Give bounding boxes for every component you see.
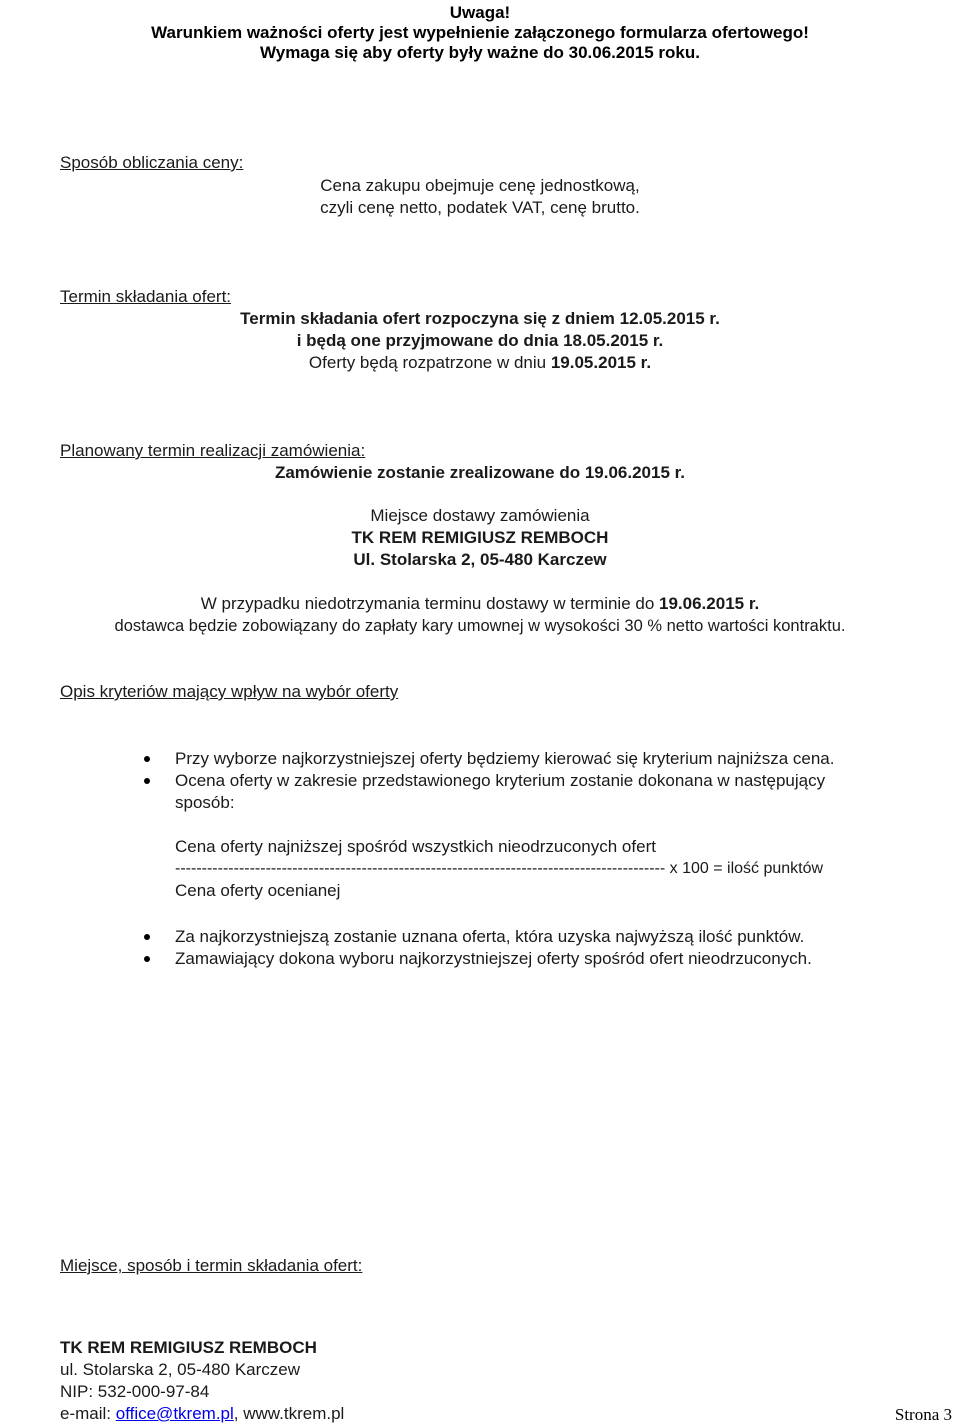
criteria-bullet-1: Przy wyborze najkorzystniejszej oferty będziemy kierować się kryterium najniższa cena. xyxy=(175,749,835,768)
penalty-line-1-text: W przypadku niedotrzymania terminu dostawy w terminie do xyxy=(200,594,660,613)
deadline-line-2: i będą one przyjmowane do dnia 18.05.2015 r. xyxy=(296,331,664,350)
footer-address: ul. Stolarska 2, 05-480 Karczew xyxy=(60,1360,301,1379)
deadline-line-3-date: 19.05.2015 r. xyxy=(550,353,652,372)
price-heading: Sposób obliczania ceny: xyxy=(60,153,244,172)
footer-website[interactable]: www.tkrem.pl xyxy=(243,1404,345,1423)
price-line-1: Cena zakupu obejmuje cenę jednostkową, xyxy=(320,176,640,195)
footer-company: TK REM REMIGIUSZ REMBOCH xyxy=(60,1338,317,1357)
realization-heading: Planowany termin realizacji zamówienia: xyxy=(60,441,366,460)
deadline-line-1: Termin składania ofert rozpoczyna się z dniem 12.05.2015 r. xyxy=(240,309,720,328)
formula-line: -------------------------------------------------------------------------------------------- x 100 = ilość punktów xyxy=(175,860,824,877)
formula-denominator: Cena oferty ocenianej xyxy=(175,881,341,900)
penalty-line-1 xyxy=(0,593,960,615)
criteria-bullet-2-line-2: sposób: xyxy=(175,793,235,812)
criteria-bullet-4: Zamawiający dokona wyboru najkorzystniejszej oferty spośród ofert nieodrzuconych. xyxy=(175,949,812,968)
price-line-2: czyli cenę netto, podatek VAT, cenę brutto. xyxy=(320,198,640,217)
bullet-dot xyxy=(144,934,150,940)
realization-line-1: Zamówienie zostanie zrealizowane do 19.06.2015 r. xyxy=(274,463,686,482)
formula-numerator: Cena oferty najniższej spośród wszystkich nieodrzuconych ofert xyxy=(175,837,656,856)
bullet-dot xyxy=(144,778,150,784)
warning-line-2: Wymaga się aby oferty były ważne do 30.06.2015 roku. xyxy=(260,43,700,62)
submission-heading: Miejsce, sposób i termin składania ofert: xyxy=(60,1256,363,1275)
bullet-dot xyxy=(144,956,150,962)
delivery-address: Ul. Stolarska 2, 05-480 Karczew xyxy=(353,550,607,569)
footer-email-link[interactable]: office@tkrem.pl xyxy=(115,1404,234,1423)
deadline-line-3 xyxy=(0,352,960,374)
deadline-heading: Termin składania ofert: xyxy=(60,287,232,306)
penalty-line-2: dostawca będzie zobowiązany do zapłaty kary umownej w wysokości 30 % netto wartości kontraktu. xyxy=(114,617,846,635)
criteria-heading: Opis kryteriów mający wpływ na wybór oferty xyxy=(60,682,399,701)
bullet-dot xyxy=(144,756,150,762)
warning-line-1: Warunkiem ważności oferty jest wypełnienie załączonego formularza ofertowego! xyxy=(151,23,809,42)
delivery-company: TK REM REMIGIUSZ REMBOCH xyxy=(351,528,609,547)
delivery-place-label: Miejsce dostawy zamówienia xyxy=(370,506,590,525)
footer-email-label: e-mail: xyxy=(60,1404,116,1423)
footer-nip: NIP: 532-000-97-84 xyxy=(60,1382,210,1401)
criteria-bullet-2-line-1: Ocena oferty w zakresie przedstawionego kryterium zostanie dokonana w następujący xyxy=(175,771,826,790)
footer-separator: , xyxy=(233,1404,244,1423)
footer-contact xyxy=(60,1403,344,1425)
penalty-line-1-date: 19.06.2015 r. xyxy=(659,594,760,613)
page-number: Strona 3 xyxy=(894,1405,952,1424)
criteria-bullet-3: Za najkorzystniejszą zostanie uznana oferta, która uzyska najwyższą ilość punktów. xyxy=(175,927,805,946)
deadline-line-3-text: Oferty będą rozpatrzone w dniu xyxy=(308,353,551,372)
warning-title: Uwaga! xyxy=(449,3,511,22)
